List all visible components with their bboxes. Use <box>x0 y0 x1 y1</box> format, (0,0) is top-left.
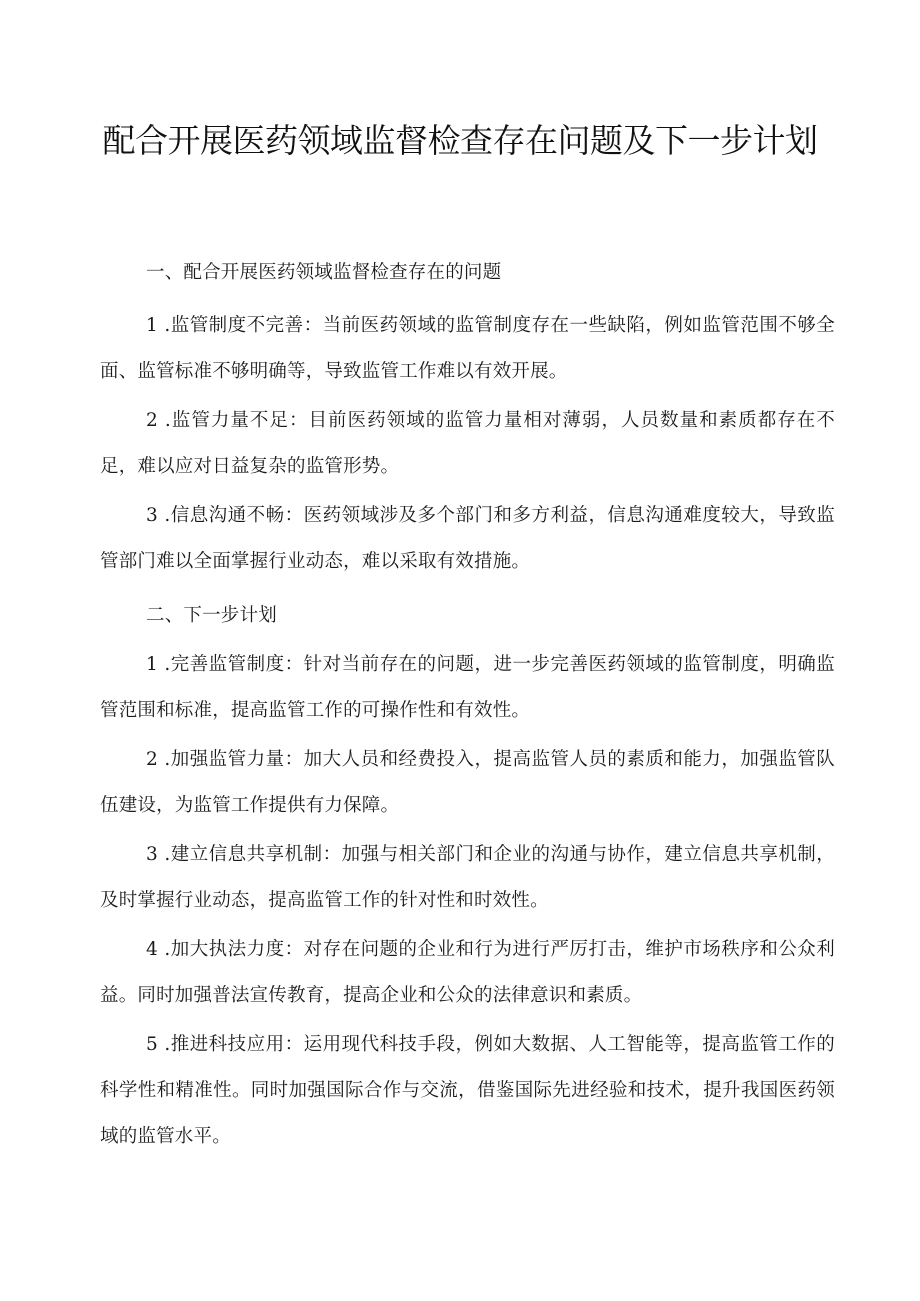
section-heading-problems: 一、配合开展医药领域监督检查存在的问题 <box>146 262 502 283</box>
plan-item-5: 5 .推进科技应用：运用现代科技手段，例如大数据、人工智能等，提高监管工作的科学性和精准性。同时加强国际合作与交流，借鉴国际先进经验和技术，提升我国医药领域的监管水平。 <box>100 1034 835 1147</box>
plan-item-3: 3 .建立信息共享机制：加强与相关部门和企业的沟通与协作，建立信息共享机制，及时掌握行业动态，提高监管工作的针对性和时效性。 <box>100 844 835 911</box>
plan-item-1: 1 .完善监管制度：针对当前存在的问题，进一步完善医药领域的监管制度，明确监管范围和标准，提高监管工作的可操作性和有效性。 <box>100 654 835 721</box>
problem-item-1: 1 .监管制度不完善：当前医药领域的监管制度存在一些缺陷，例如监管范围不够全面、监管标准不够明确等，导致监管工作难以有效开展。 <box>100 315 835 382</box>
plan-item-2: 2 .加强监管力量：加大人员和经费投入，提高监管人员的素质和能力，加强监管队伍建设，为监管工作提供有力保障。 <box>100 749 835 816</box>
document-title: 配合开展医药领域监督检查存在问题及下一步计划 <box>102 121 818 160</box>
section-heading-plan: 二、下一步计划 <box>146 605 277 626</box>
problem-item-2: 2 .监管力量不足：目前医药领域的监管力量相对薄弱，人员数量和素质都存在不足，难以应对日益复杂的监管形势。 <box>100 410 835 477</box>
plan-item-4: 4 .加大执法力度：对存在问题的企业和行为进行严厉打击，维护市场秩序和公众利益。同时加强普法宣传教育，提高企业和公众的法律意识和素质。 <box>100 939 835 1006</box>
problem-item-3: 3 .信息沟通不畅：医药领域涉及多个部门和多方利益，信息沟通难度较大，导致监管部门难以全面掌握行业动态，难以采取有效措施。 <box>100 505 835 572</box>
